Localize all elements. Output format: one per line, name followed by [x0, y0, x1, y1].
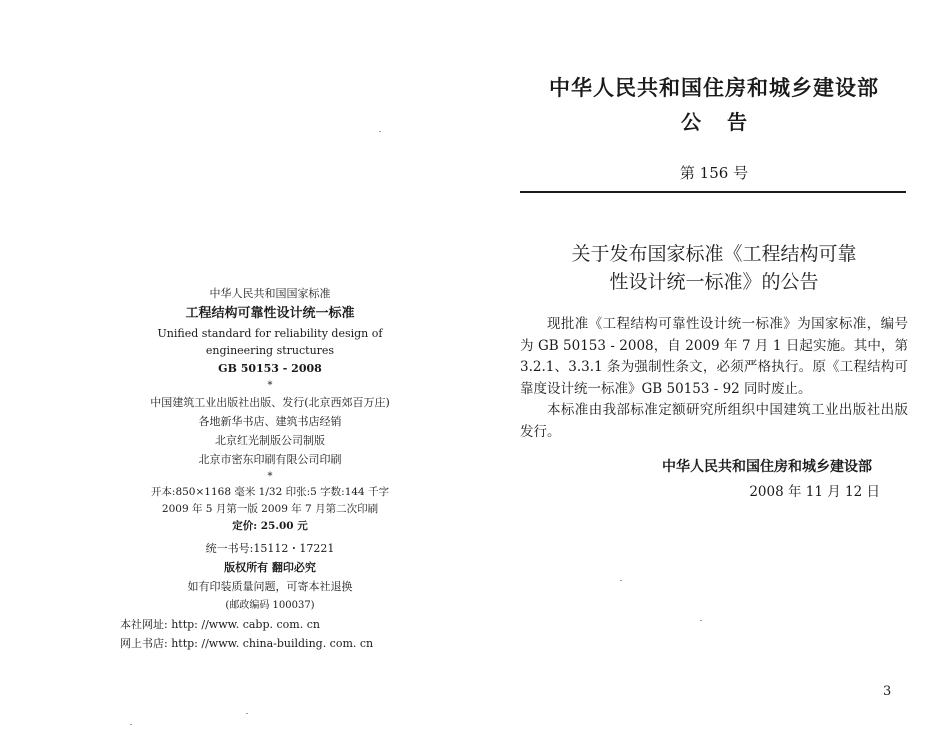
edition-line: 2009 年 5 月第一版 2009 年 7 月第二次印刷	[161, 503, 379, 515]
separator-star: *	[267, 380, 273, 391]
distributor-line: 各地新华书店、建筑书店经销	[198, 415, 342, 428]
postcode-line: (邮政编码 100037)	[225, 600, 315, 611]
typesetter-line: 北京红光制版公司制版	[215, 434, 325, 447]
body-paragraph-1: 现批准《工程结构可靠性设计统一标准》为国家标准，编号为 GB 50153 - 2008，自 2009 年 7 月 1 日起实施。其中，第 3.2.1、3.3.1 条为强制性条文，必须严格执行。原《工程结构可靠度设计统一标准》GB 50153 - 92 同时废止。	[520, 316, 908, 397]
format-line: 开本:850×1168 毫米 1/32 印张:5 字数:144 千字	[150, 486, 390, 498]
body-paragraph-2: 本标准由我部标准定额研究所组织中国建筑工业出版社出版发行。	[520, 402, 908, 440]
website-line: 本社网址: http: //www. cabp. com. cn	[120, 618, 320, 631]
quality-notice: 如有印装质量问题，可寄本社退换	[187, 580, 353, 593]
issuer-signature: 中华人民共和国住房和城乡建设部	[662, 459, 872, 475]
standard-series: 中华人民共和国国家标准	[209, 287, 331, 300]
page-number: 3	[883, 684, 892, 699]
publisher-line: 中国建筑工业出版社出版、发行(北京西郊百万庄)	[150, 396, 390, 409]
printer-line: 北京市密东印刷有限公司印刷	[198, 453, 342, 466]
book-number: 统一书号:15112・17221	[205, 542, 335, 555]
announcement-body	[520, 314, 908, 443]
scan-speck	[130, 724, 132, 725]
standard-code: GB 50153 - 2008	[218, 362, 322, 375]
scan-speck	[246, 713, 248, 714]
issue-date: 2008 年 11 月 12 日	[749, 484, 880, 500]
copyright-notice: 版权所有 翻印必究	[224, 561, 316, 574]
scan-speck	[620, 580, 622, 581]
announcement-title-line1: 关于发布国家标准《工程结构可靠	[571, 243, 857, 265]
price-line: 定价: 25.00 元	[232, 520, 308, 532]
scan-speck	[700, 620, 702, 621]
announcement-heading: 公告	[681, 110, 773, 134]
book-title-en-line2: engineering structures	[205, 344, 335, 357]
heading-rule	[520, 191, 906, 193]
colophon	[120, 284, 420, 653]
book-title-en-line1: Unified standard for reliability design of	[157, 327, 383, 340]
ministry-heading: 中华人民共和国住房和城乡建设部	[549, 75, 879, 100]
separator-star: *	[267, 471, 273, 482]
announcement-title	[520, 240, 908, 296]
document-number: 第 156 号	[679, 164, 749, 182]
announcement-title-line2: 性设计统一标准》的公告	[609, 271, 819, 293]
book-title-cn: 工程结构可靠性设计统一标准	[185, 306, 355, 321]
online-store-line: 网上书店: http: //www. china-building. com. cn	[120, 637, 374, 650]
scan-speck	[379, 131, 381, 132]
